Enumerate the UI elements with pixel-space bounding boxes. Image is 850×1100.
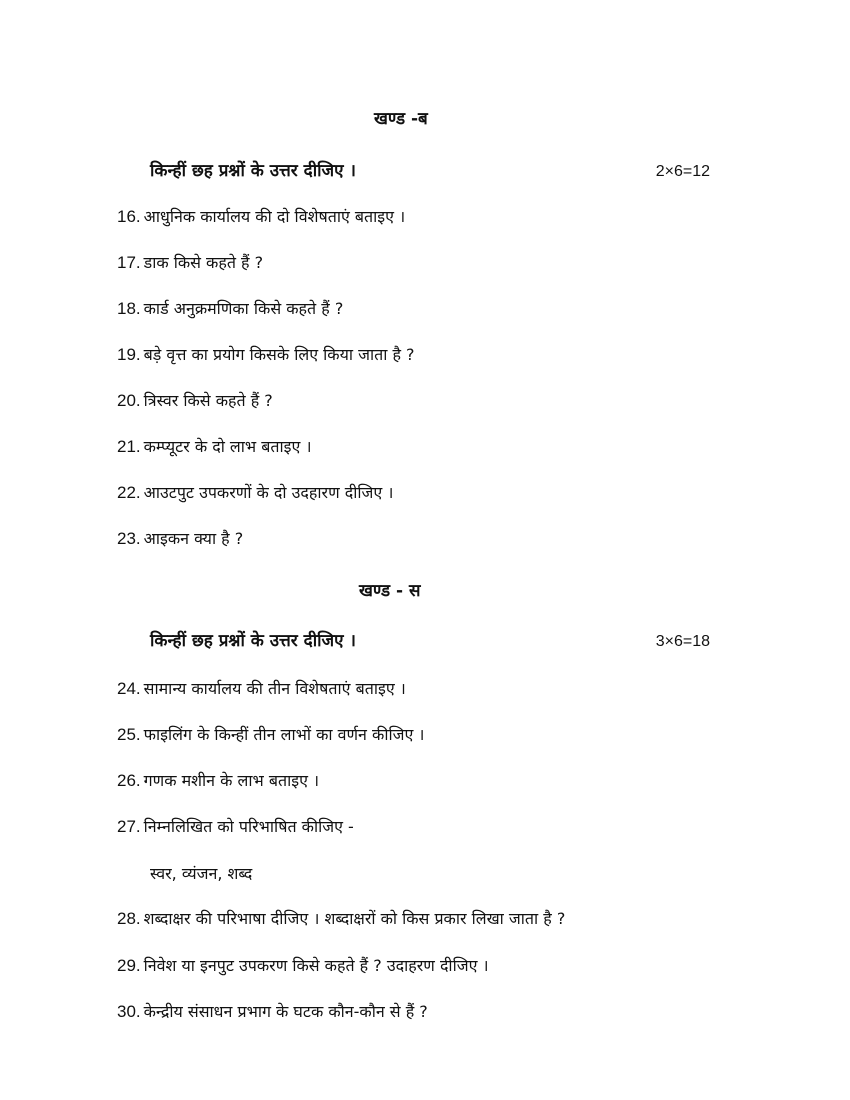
question-29: [117, 954, 489, 976]
question-text: गणक मशीन के लाभ बताइए ।: [143, 771, 320, 790]
question-27-sub-items: स्वर, व्यंजन, शब्द: [150, 864, 253, 883]
question-number: 19.: [117, 345, 141, 364]
question-text: केन्द्रीय संसाधन प्रभाग के घटक कौन-कौन से हैं ?: [143, 1002, 428, 1021]
question-number: 17.: [117, 253, 141, 272]
question-number: 25.: [117, 725, 141, 744]
section-b-instruction-row: [150, 158, 710, 181]
section-b-instruction: किन्हीं छह प्रश्नों के उत्तर दीजिए ।: [150, 161, 356, 181]
question-20: [117, 389, 273, 411]
question-number: 22.: [117, 483, 141, 502]
question-text: फाइलिंग के किन्हीं तीन लाभों का वर्णन कीजिए ।: [143, 725, 425, 744]
question-number: 30.: [117, 1002, 141, 1021]
question-text: कार्ड अनुक्रमणिका किसे कहते हैं ?: [143, 299, 344, 318]
question-number: 21.: [117, 437, 141, 456]
question-number: 29.: [117, 956, 141, 975]
section-b-marks: 2×6=12: [655, 163, 710, 180]
question-number: 18.: [117, 299, 141, 318]
question-18: [117, 297, 343, 319]
question-16: [117, 205, 405, 227]
question-number: 26.: [117, 771, 141, 790]
question-text: शब्दाक्षर की परिभाषा दीजिए । शब्दाक्षरों को किस प्रकार लिखा जाता है ?: [143, 909, 566, 928]
question-22: [117, 481, 393, 503]
question-19: [117, 343, 415, 365]
question-text: सामान्य कार्यालय की तीन विशेषताएं बताइए ।: [143, 679, 406, 698]
section-c-title: खण्ड - स: [359, 581, 421, 601]
question-text: आइकन क्या है ?: [143, 529, 244, 548]
question-number: 27.: [117, 817, 141, 836]
question-26: [117, 769, 319, 791]
section-c-marks: 3×6=18: [655, 633, 710, 650]
question-21: [117, 435, 312, 457]
question-30: [117, 1000, 428, 1022]
question-text: कम्प्यूटर के दो लाभ बताइए ।: [143, 437, 312, 456]
question-text: डाक किसे कहते हैं ?: [143, 253, 264, 272]
question-24: [117, 677, 406, 699]
question-28: [117, 907, 565, 929]
question-number: 28.: [117, 909, 141, 928]
question-text: निवेश या इनपुट उपकरण किसे कहते हैं ? उदाहरण दीजिए ।: [143, 956, 489, 975]
section-b-title: खण्ड -ब: [374, 109, 428, 129]
question-25: [117, 723, 424, 745]
question-text: निम्नलिखित को परिभाषित कीजिए -: [143, 817, 354, 836]
question-number: 23.: [117, 529, 141, 548]
section-c-instruction: किन्हीं छह प्रश्नों के उत्तर दीजिए ।: [150, 631, 356, 651]
question-text: त्रिस्वर किसे कहते हैं ?: [143, 391, 273, 410]
question-text: आउटपुट उपकरणों के दो उदहारण दीजिए ।: [143, 483, 394, 502]
section-c-instruction-row: [150, 628, 710, 651]
question-number: 20.: [117, 391, 141, 410]
question-text: आधुनिक कार्यालय की दो विशेषताएं बताइए ।: [143, 207, 406, 226]
question-number: 16.: [117, 207, 141, 226]
question-text: बड़े वृत्त का प्रयोग किसके लिए किया जाता है ?: [143, 345, 415, 364]
question-23: [117, 527, 243, 549]
question-27: [117, 815, 354, 837]
question-number: 24.: [117, 679, 141, 698]
question-17: [117, 251, 263, 273]
